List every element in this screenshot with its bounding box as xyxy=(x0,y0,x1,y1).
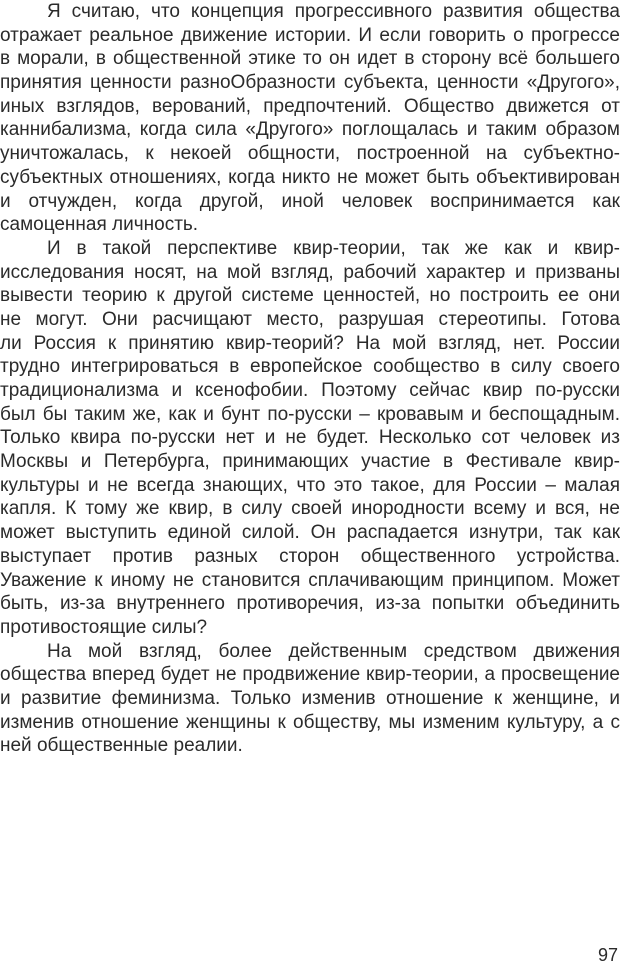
text-line: Москвы и Петербурга, принимающих участие в Фестивале квир- xyxy=(0,451,620,473)
text-line: и развитие феминизма. Только изменив отношение к женщине, и xyxy=(0,687,620,709)
paragraph xyxy=(0,237,620,640)
text-line: изменив отношение женщины к обществу, мы изменим культуру, а с xyxy=(0,711,620,733)
text-line: исследования носят, на мой взгляд, рабочий характер и призваны xyxy=(0,261,620,283)
text-line: традиционализма и ксенофобии. Поэтому сейчас квир по-русски xyxy=(0,380,620,401)
text-line: Я считаю, что концепция прогрессивного развития общества xyxy=(47,1,620,22)
text-line: может выступить единой силой. Он распадается изнутри, так как xyxy=(0,522,620,544)
text-line: противостоящие силы? xyxy=(0,616,208,638)
text-line: трудно интегрироваться в европейское сообщество в силу своего xyxy=(0,356,620,378)
text-line: субъектных отношениях, когда никто не может быть объективирован xyxy=(0,166,620,188)
text-line: быть, из-за внутреннего противоречия, из-за попытки объединить xyxy=(0,593,620,615)
text-line: вывести теорию к другой системе ценностей, но построить ее они xyxy=(0,285,620,307)
text-line: иных взглядов, верований, предпочтений. Общество движется от xyxy=(0,95,620,117)
text-line: На мой взгляд, более действенным средством движения xyxy=(47,640,620,662)
text-line: уничтожалась, к некоей общности, построенной на субъектно- xyxy=(0,143,620,165)
text-line: Только квира по-русски нет и не будет. Несколько сот человек из xyxy=(0,427,620,449)
text-line: выступает против разных сторон общественного устройства. xyxy=(0,545,620,567)
page-number: 97 xyxy=(597,945,618,965)
text-line: каннибализма, когда сила «Другого» поглощалась и таким образом xyxy=(0,119,620,141)
text-line: отражает реальное движение истории. И если говорить о прогрессе xyxy=(0,24,620,46)
text-line: в морали, в общественной этике то он идет в сторону всё большего xyxy=(0,48,620,70)
text-line: принятия ценности разноОбразности субъекта, ценности «Другого», xyxy=(0,72,620,94)
text-line: самоценная личность. xyxy=(0,214,199,236)
text-line: Уважение к иному не становится сплачивающим принципом. Может xyxy=(0,569,620,591)
text-line: не могут. Они расчищают место, разрушая стереотипы. Готова xyxy=(0,308,620,330)
text-line: И в такой перспективе квир-теории, так же как и квир- xyxy=(47,237,620,259)
text-line: общества вперед будет не продвижение квир-теории, а просвещение xyxy=(0,664,620,686)
text-line: и отчужден, когда другой, иной человек воспринимается как xyxy=(0,190,620,212)
text-line: ли Россия к принятию квир-теорий? На мой взгляд, нет. России xyxy=(0,332,620,354)
text-line: был бы таким же, как и бунт по-русски – кровавым и беспощадным. xyxy=(0,403,620,425)
text-line: культуры и не всегда знающих, что это такое, для России – малая xyxy=(0,474,620,496)
paragraph xyxy=(0,0,620,237)
text-line: капля. К тому же квир, в силу своей инородности всему и вся, не xyxy=(0,498,620,520)
text-line: ней общественные реалии. xyxy=(0,735,243,757)
paragraph xyxy=(0,640,620,758)
